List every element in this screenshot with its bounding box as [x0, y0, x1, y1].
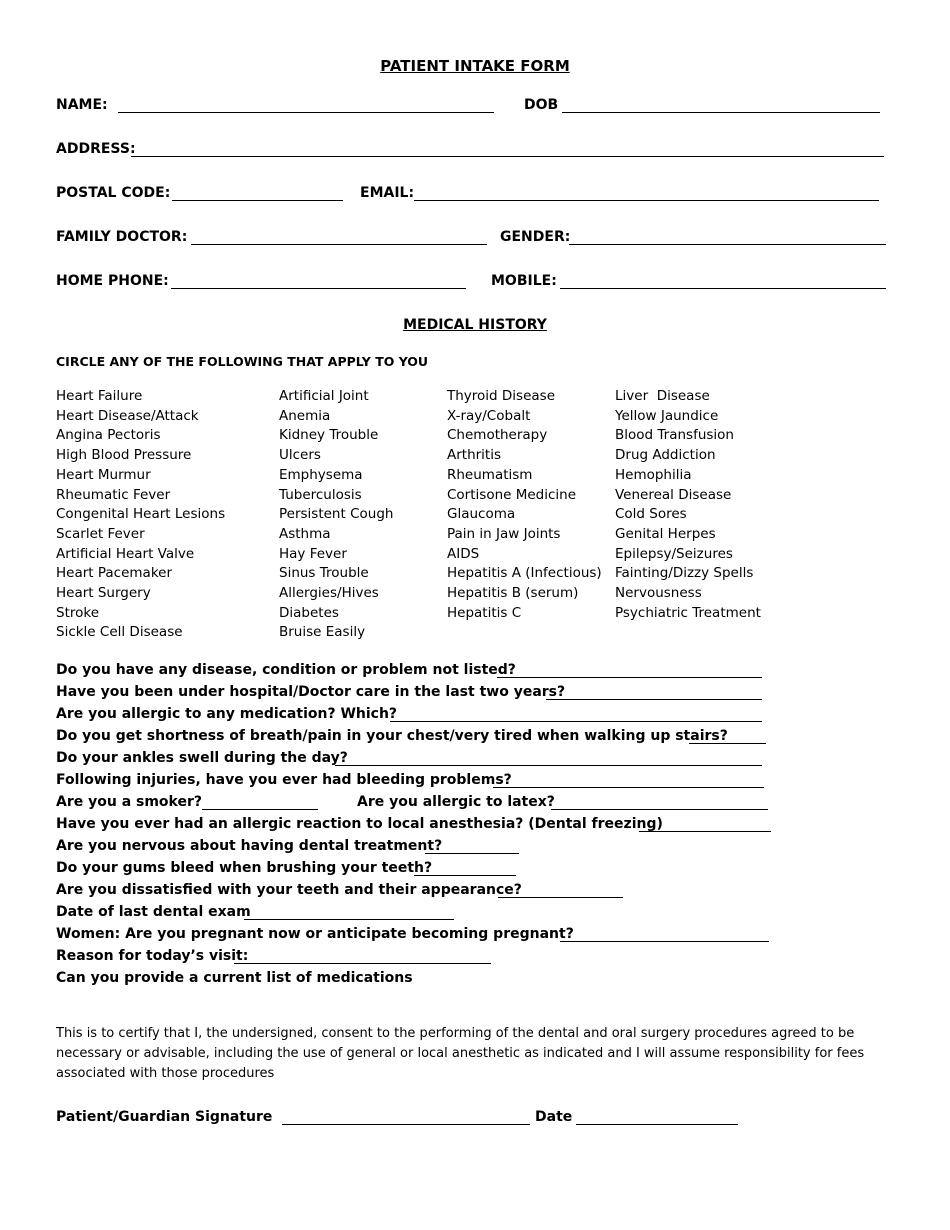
condition-item[interactable]: Blood Transfusion: [615, 427, 734, 444]
condition-item[interactable]: Scarlet Fever: [56, 525, 145, 542]
condition-item[interactable]: Sickle Cell Disease: [56, 624, 183, 641]
answer-gums-bleed[interactable]: [414, 875, 516, 876]
conditions-column-3: [447, 387, 602, 623]
answer-latex-allergy[interactable]: [551, 809, 768, 810]
condition-item[interactable]: Chemotherapy: [447, 427, 548, 444]
form-title: PATIENT INTAKE FORM: [380, 57, 570, 75]
question-pregnant: Women: Are you pregnant now or anticipate becoming pregnant?: [56, 926, 574, 942]
question-other-condition: Do you have any disease, condition or problem not listed?: [56, 662, 516, 678]
answer-bleeding-problems[interactable]: [493, 787, 764, 788]
condition-item[interactable]: Anemia: [279, 407, 331, 424]
condition-item[interactable]: Liver Disease: [615, 388, 710, 404]
condition-item[interactable]: Ulcers: [279, 447, 321, 464]
condition-item[interactable]: Hepatitis B (serum): [447, 585, 579, 602]
email-label: EMAIL:: [360, 185, 415, 201]
signature-field[interactable]: [282, 1124, 530, 1125]
condition-item[interactable]: Epilepsy/Seizures: [615, 545, 733, 562]
question-teeth-appearance: Are you dissatisfied with your teeth and their appearance?: [56, 882, 522, 898]
home-phone-field[interactable]: [171, 288, 466, 289]
circle-instruction: CIRCLE ANY OF THE FOLLOWING THAT APPLY TO YOU: [56, 354, 429, 369]
condition-item[interactable]: Congenital Heart Lesions: [56, 506, 226, 523]
question-anesthesia-reaction: Have you ever had an allergic reaction to local anesthesia? (Dental freezing): [56, 816, 663, 832]
answer-reason-for-visit[interactable]: [234, 963, 491, 964]
answer-shortness-of-breath[interactable]: [689, 743, 766, 744]
condition-item[interactable]: Heart Surgery: [56, 585, 151, 602]
email-field[interactable]: [414, 200, 879, 201]
condition-item[interactable]: Diabetes: [279, 604, 339, 621]
condition-item[interactable]: Heart Pacemaker: [56, 565, 173, 582]
question-smoker: Are you a smoker?: [56, 794, 203, 810]
name-label: NAME:: [56, 97, 108, 113]
mobile-label: MOBILE:: [491, 273, 557, 289]
mobile-field[interactable]: [560, 288, 886, 289]
condition-item[interactable]: Hepatitis A (Infectious): [447, 565, 602, 582]
date-field[interactable]: [576, 1124, 738, 1125]
condition-item[interactable]: Pain in Jaw Joints: [447, 525, 561, 542]
condition-item[interactable]: Fainting/Dizzy Spells: [615, 565, 754, 582]
question-medication-allergy: Are you allergic to any medication? Which?: [56, 706, 398, 722]
condition-item[interactable]: Genital Herpes: [615, 525, 716, 542]
answer-anesthesia-reaction[interactable]: [639, 831, 771, 832]
answer-last-dental-exam[interactable]: [244, 919, 454, 920]
question-doctor-care: Have you been under hospital/Doctor care in the last two years?: [56, 684, 566, 700]
question-latex-allergy: Are you allergic to latex?: [357, 794, 555, 810]
condition-item[interactable]: Yellow Jaundice: [615, 407, 719, 424]
question-bleeding-problems: Following injuries, have you ever had bleeding problems?: [56, 772, 512, 788]
answer-teeth-appearance[interactable]: [498, 897, 623, 898]
dob-label: DOB: [524, 97, 559, 113]
answer-doctor-care[interactable]: [546, 699, 762, 700]
condition-item[interactable]: Kidney Trouble: [279, 427, 379, 444]
condition-item[interactable]: Bruise Easily: [279, 624, 366, 641]
condition-item[interactable]: AIDS: [447, 545, 480, 562]
home-phone-label: HOME PHONE:: [56, 273, 169, 289]
name-field[interactable]: [118, 112, 494, 113]
condition-item[interactable]: Heart Failure: [56, 388, 143, 404]
answer-other-condition[interactable]: [497, 677, 762, 678]
medical-history-heading: MEDICAL HISTORY: [403, 317, 547, 333]
condition-item[interactable]: Venereal Disease: [615, 486, 732, 503]
condition-item[interactable]: Angina Pectoris: [56, 427, 161, 444]
condition-item[interactable]: Cortisone Medicine: [447, 486, 577, 503]
question-medication-list: Can you provide a current list of medications: [56, 970, 413, 986]
question-dental-nervous: Are you nervous about having dental treatment?: [56, 838, 443, 854]
condition-item[interactable]: Tuberculosis: [279, 486, 362, 503]
answer-smoker[interactable]: [202, 809, 318, 810]
family-doctor-label: FAMILY DOCTOR:: [56, 229, 188, 245]
condition-item[interactable]: Thyroid Disease: [447, 388, 556, 404]
condition-item[interactable]: Heart Disease/Attack: [56, 407, 199, 424]
condition-item[interactable]: Nervousness: [615, 585, 702, 602]
consent-statement: This is to certify that I, the undersigned, consent to the performing of the dental and oral surgery procedures agreed to be necessary or advisable, including the use of general or local anesthetic as indicated and I will assume responsibility for fees associated with those procedures: [56, 1026, 865, 1081]
condition-item[interactable]: Emphysema: [279, 466, 363, 483]
condition-item[interactable]: Allergies/Hives: [279, 585, 379, 602]
answer-medication-allergy[interactable]: [390, 721, 762, 722]
conditions-column-2: [279, 387, 393, 643]
condition-item[interactable]: High Blood Pressure: [56, 447, 192, 464]
answer-pregnant[interactable]: [560, 941, 769, 942]
dob-field[interactable]: [562, 112, 880, 113]
address-label: ADDRESS:: [56, 141, 136, 157]
condition-item[interactable]: Asthma: [279, 525, 331, 542]
condition-item[interactable]: Sinus Trouble: [279, 565, 369, 582]
condition-item[interactable]: Hay Fever: [279, 545, 347, 562]
condition-item[interactable]: X-ray/Cobalt: [447, 407, 531, 424]
condition-item[interactable]: Stroke: [56, 604, 100, 621]
family-doctor-field[interactable]: [191, 244, 487, 245]
condition-item[interactable]: Hepatitis C: [447, 604, 522, 621]
date-label: Date: [535, 1109, 573, 1125]
question-reason-for-visit: Reason for today’s visit:: [56, 948, 249, 964]
signature-label: Patient/Guardian Signature: [56, 1109, 273, 1125]
gender-label: GENDER:: [500, 229, 571, 245]
gender-field[interactable]: [569, 244, 886, 245]
conditions-column-1: [56, 387, 225, 643]
postal-code-label: POSTAL CODE:: [56, 185, 171, 201]
postal-code-field[interactable]: [172, 200, 343, 201]
condition-item[interactable]: Rheumatism: [447, 466, 533, 483]
condition-item[interactable]: Arthritis: [447, 447, 502, 464]
condition-item[interactable]: Artificial Joint: [279, 388, 369, 404]
condition-item[interactable]: Cold Sores: [615, 506, 687, 523]
address-field[interactable]: [131, 156, 884, 157]
question-shortness-of-breath: Do you get shortness of breath/pain in your chest/very tired when walking up stairs?: [56, 728, 728, 744]
condition-item[interactable]: Glaucoma: [447, 506, 516, 523]
question-last-dental-exam: Date of last dental exam: [56, 904, 251, 920]
answer-ankles-swell[interactable]: [335, 765, 762, 766]
condition-item[interactable]: Drug Addiction: [615, 447, 716, 464]
question-gums-bleed: Do your gums bleed when brushing your teeth?: [56, 860, 433, 876]
condition-item[interactable]: Psychiatric Treatment: [615, 604, 761, 621]
conditions-column-4: [615, 387, 761, 623]
condition-item[interactable]: Artificial Heart Valve: [56, 545, 195, 562]
answer-dental-nervous[interactable]: [425, 853, 519, 854]
question-ankles-swell: Do your ankles swell during the day?: [56, 750, 348, 766]
condition-item[interactable]: Hemophilia: [615, 466, 692, 483]
condition-item[interactable]: Persistent Cough: [279, 506, 394, 523]
condition-item[interactable]: Heart Murmur: [56, 466, 151, 483]
condition-item[interactable]: Rheumatic Fever: [56, 486, 171, 503]
